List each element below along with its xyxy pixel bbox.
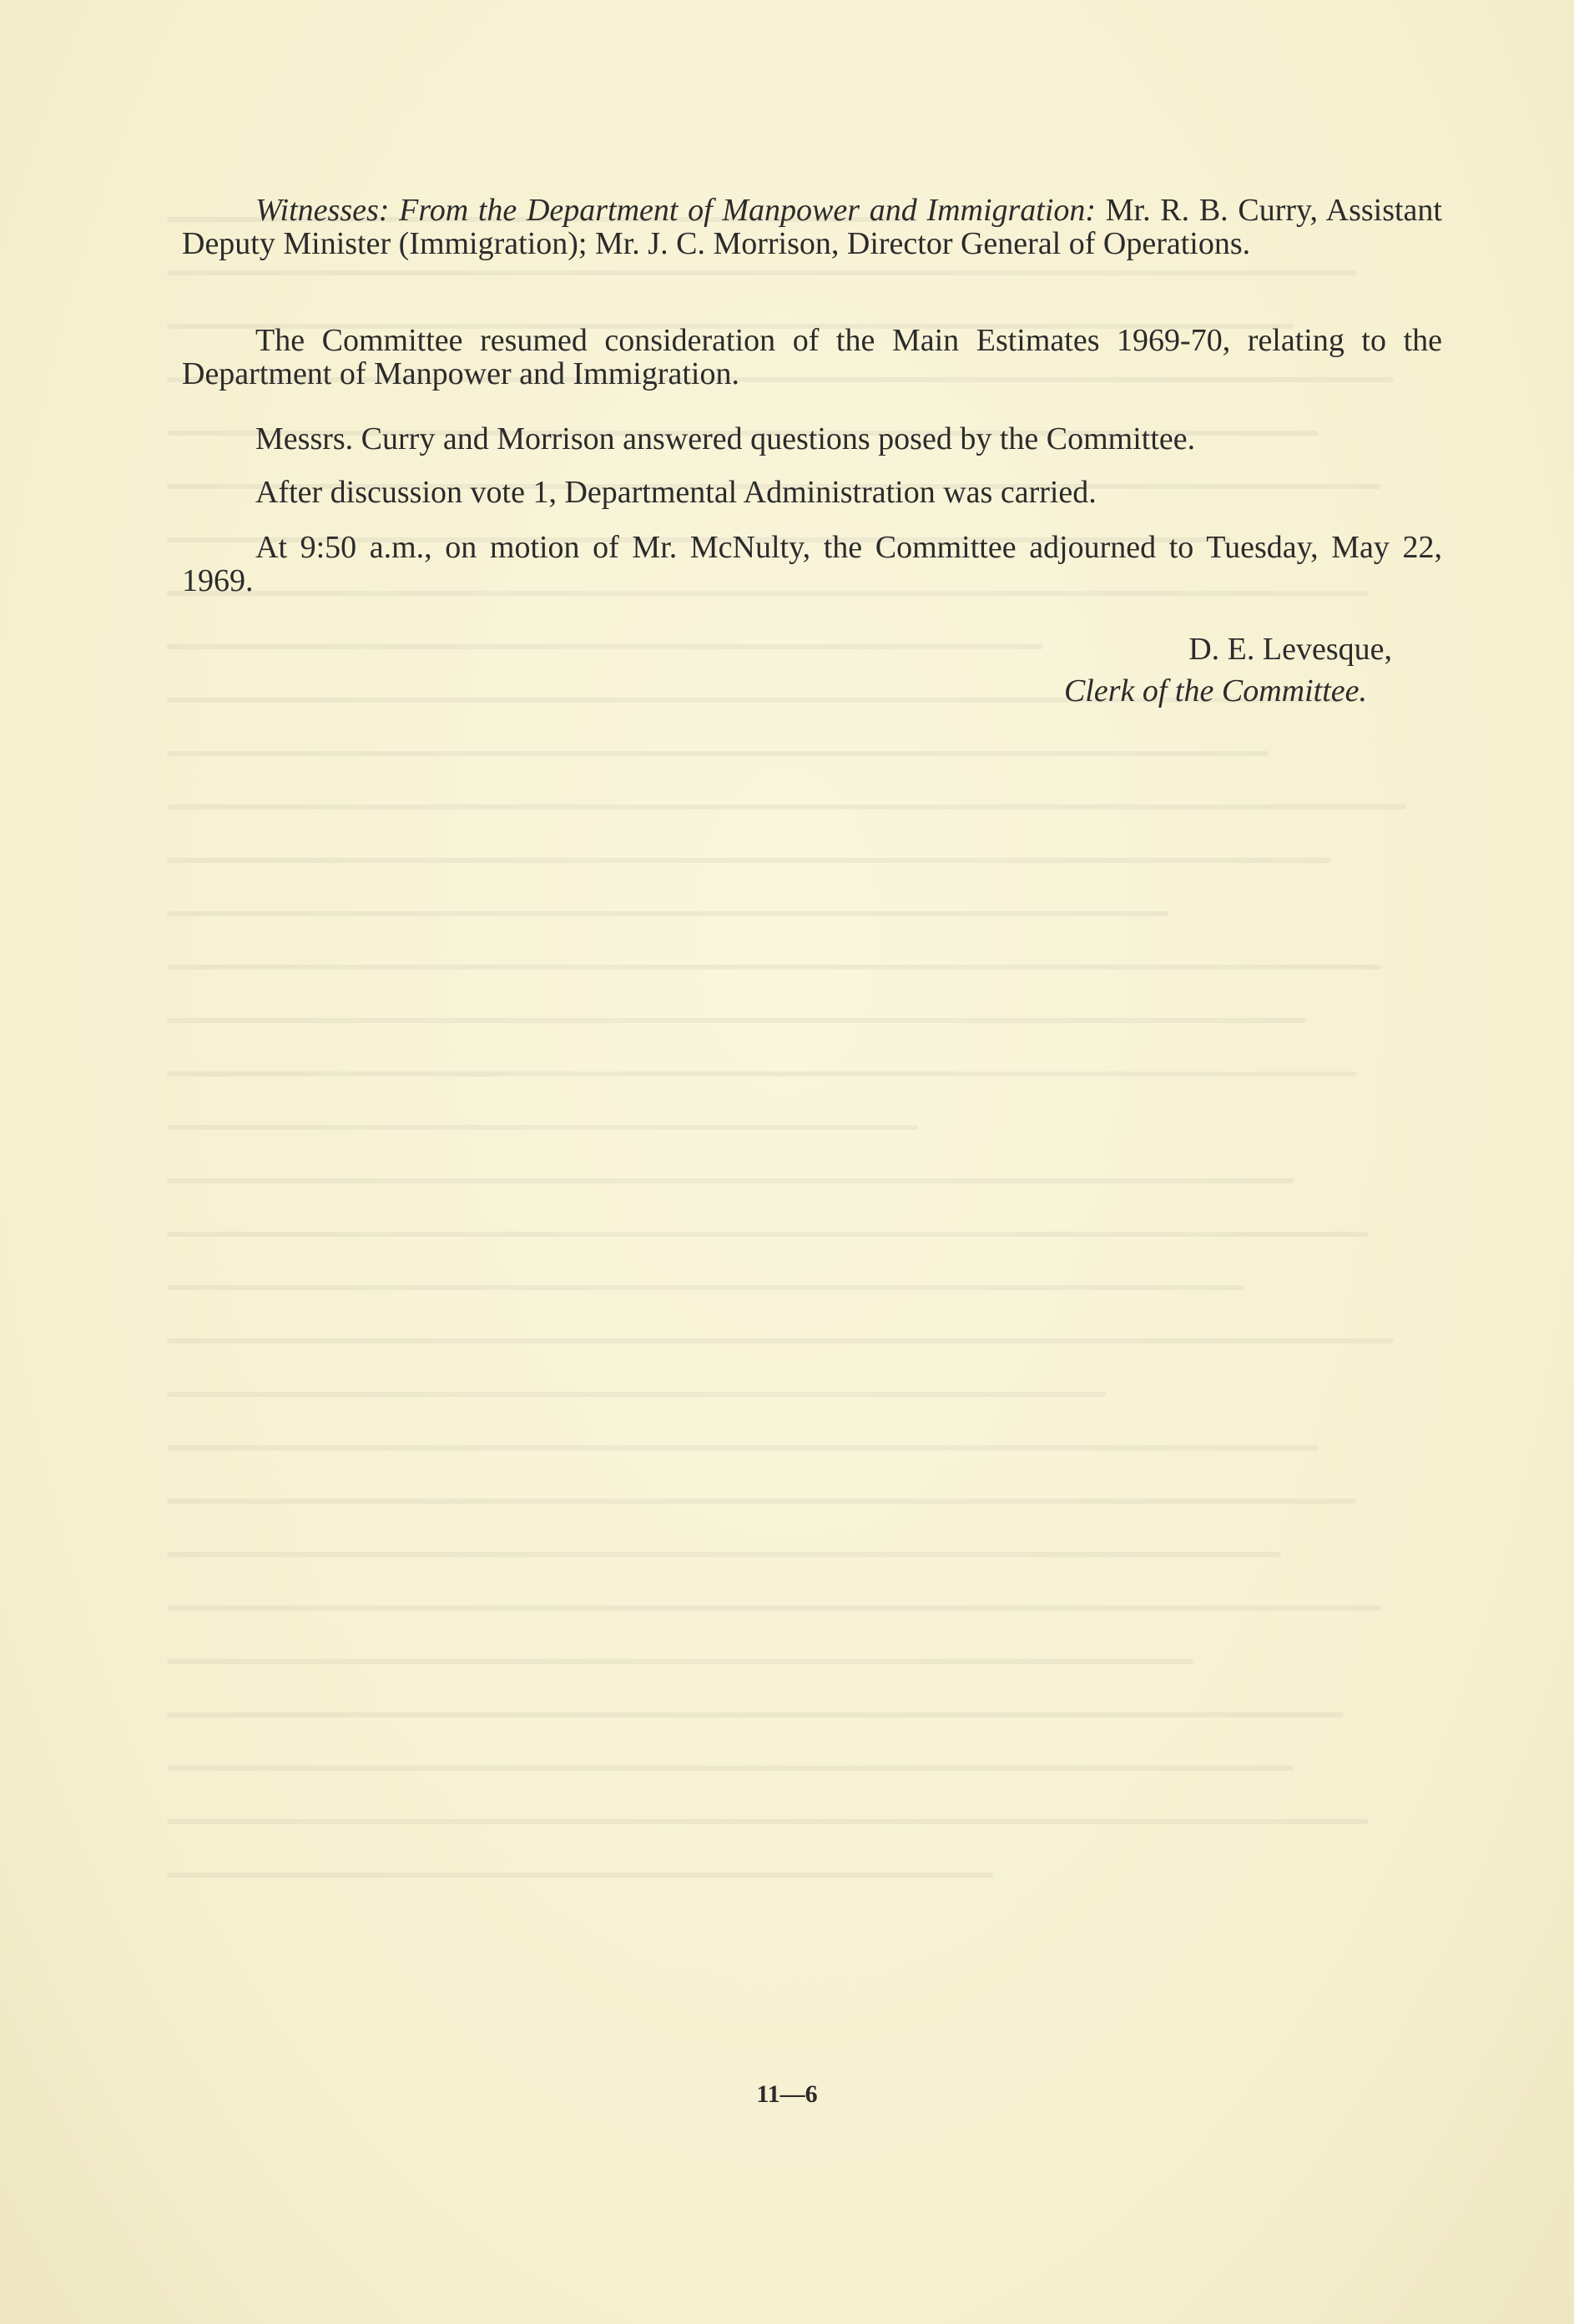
witnesses-label: Witnesses: From the Department of Manpower and Immigration: (255, 193, 1097, 228)
adjourned-paragraph: At 9:50 a.m., on motion of Mr. McNulty, the Committee adjourned to Tuesday, May 22, 1969. (182, 530, 1442, 598)
discussion-paragraph: After discussion vote 1, Departmental Administration was carried. (255, 475, 1097, 510)
resumed-paragraph: The Committee resumed consideration of the Main Estimates 1969-70, relating to the Department of Manpower and Immigration. (182, 323, 1442, 391)
witnesses-text: Mr. R. B. Curry, Assistant Deputy Minister (Immigration); Mr. J. C. Morrison, Director General of Operations. (182, 193, 1442, 261)
clerk-title: Clerk of the Committee. (1063, 673, 1367, 708)
witnesses-paragraph (182, 194, 1442, 260)
page-number: 11—6 (756, 2080, 818, 2108)
answered-paragraph: Messrs. Curry and Morrison answered questions posed by the Committee. (255, 421, 1196, 456)
clerk-name: D. E. Levesque, (1188, 632, 1392, 667)
